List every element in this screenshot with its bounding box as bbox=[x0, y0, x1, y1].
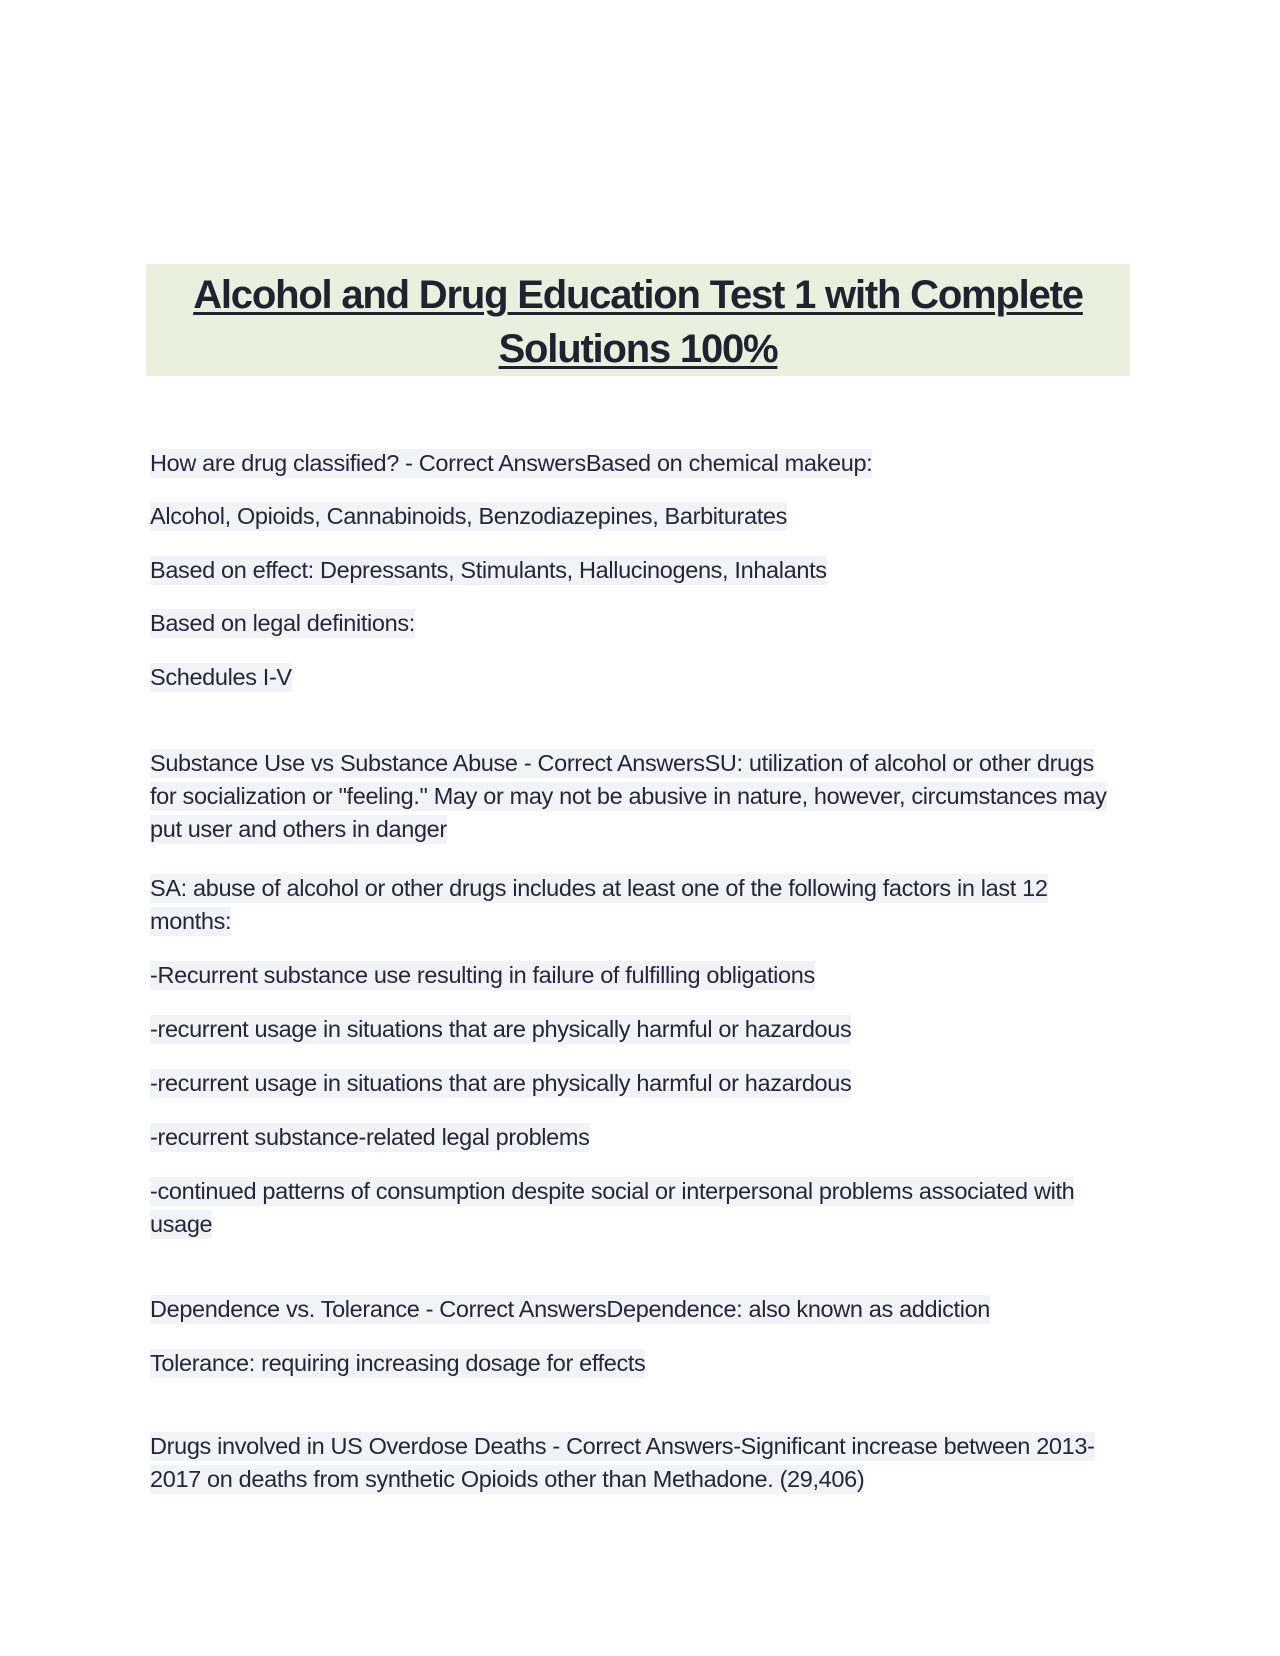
paragraph: Substance Use vs Substance Abuse - Correct AnswersSU: utilization of alcohol or other drugs for socialization or "feeling." May or may not be abusive in nature, however, circumstances may put user and others in danger bbox=[150, 750, 1107, 842]
paragraph: Tolerance: requiring increasing dosage for effects bbox=[150, 1350, 646, 1376]
paragraph: -recurrent usage in situations that are physically harmful or hazardous bbox=[150, 1070, 852, 1096]
paragraph: Alcohol, Opioids, Cannabinoids, Benzodiazepines, Barbiturates bbox=[150, 503, 788, 529]
paragraph: Drugs involved in US Overdose Deaths - Correct Answers-Significant increase between 2013-2017 on deaths from synthetic Opioids other than Methadone. (29,406) bbox=[150, 1433, 1095, 1492]
paragraph: -recurrent usage in situations that are physically harmful or hazardous bbox=[150, 1016, 852, 1042]
title-banner bbox=[146, 264, 1130, 376]
paragraph: Based on legal definitions: bbox=[150, 610, 415, 636]
paragraph: SA: abuse of alcohol or other drugs includes at least one of the following factors in last 12 months: bbox=[150, 875, 1048, 934]
paragraph: -Recurrent substance use resulting in failure of fulfilling obligations bbox=[150, 962, 815, 988]
paragraph: -recurrent substance-related legal problems bbox=[150, 1124, 590, 1150]
paragraph: -continued patterns of consumption despite social or interpersonal problems associated with usage bbox=[150, 1178, 1075, 1237]
paragraph: How are drug classified? - Correct AnswersBased on chemical makeup: bbox=[150, 450, 873, 476]
document-title-line-2: Solutions 100% bbox=[498, 327, 778, 371]
document-title-line-1: Alcohol and Drug Education Test 1 with Complete bbox=[193, 273, 1083, 317]
paragraph: Schedules I-V bbox=[150, 664, 292, 690]
paragraph: Based on effect: Depressants, Stimulants, Hallucinogens, Inhalants bbox=[150, 557, 827, 583]
paragraph: Dependence vs. Tolerance - Correct AnswersDependence: also known as addiction bbox=[150, 1296, 991, 1322]
